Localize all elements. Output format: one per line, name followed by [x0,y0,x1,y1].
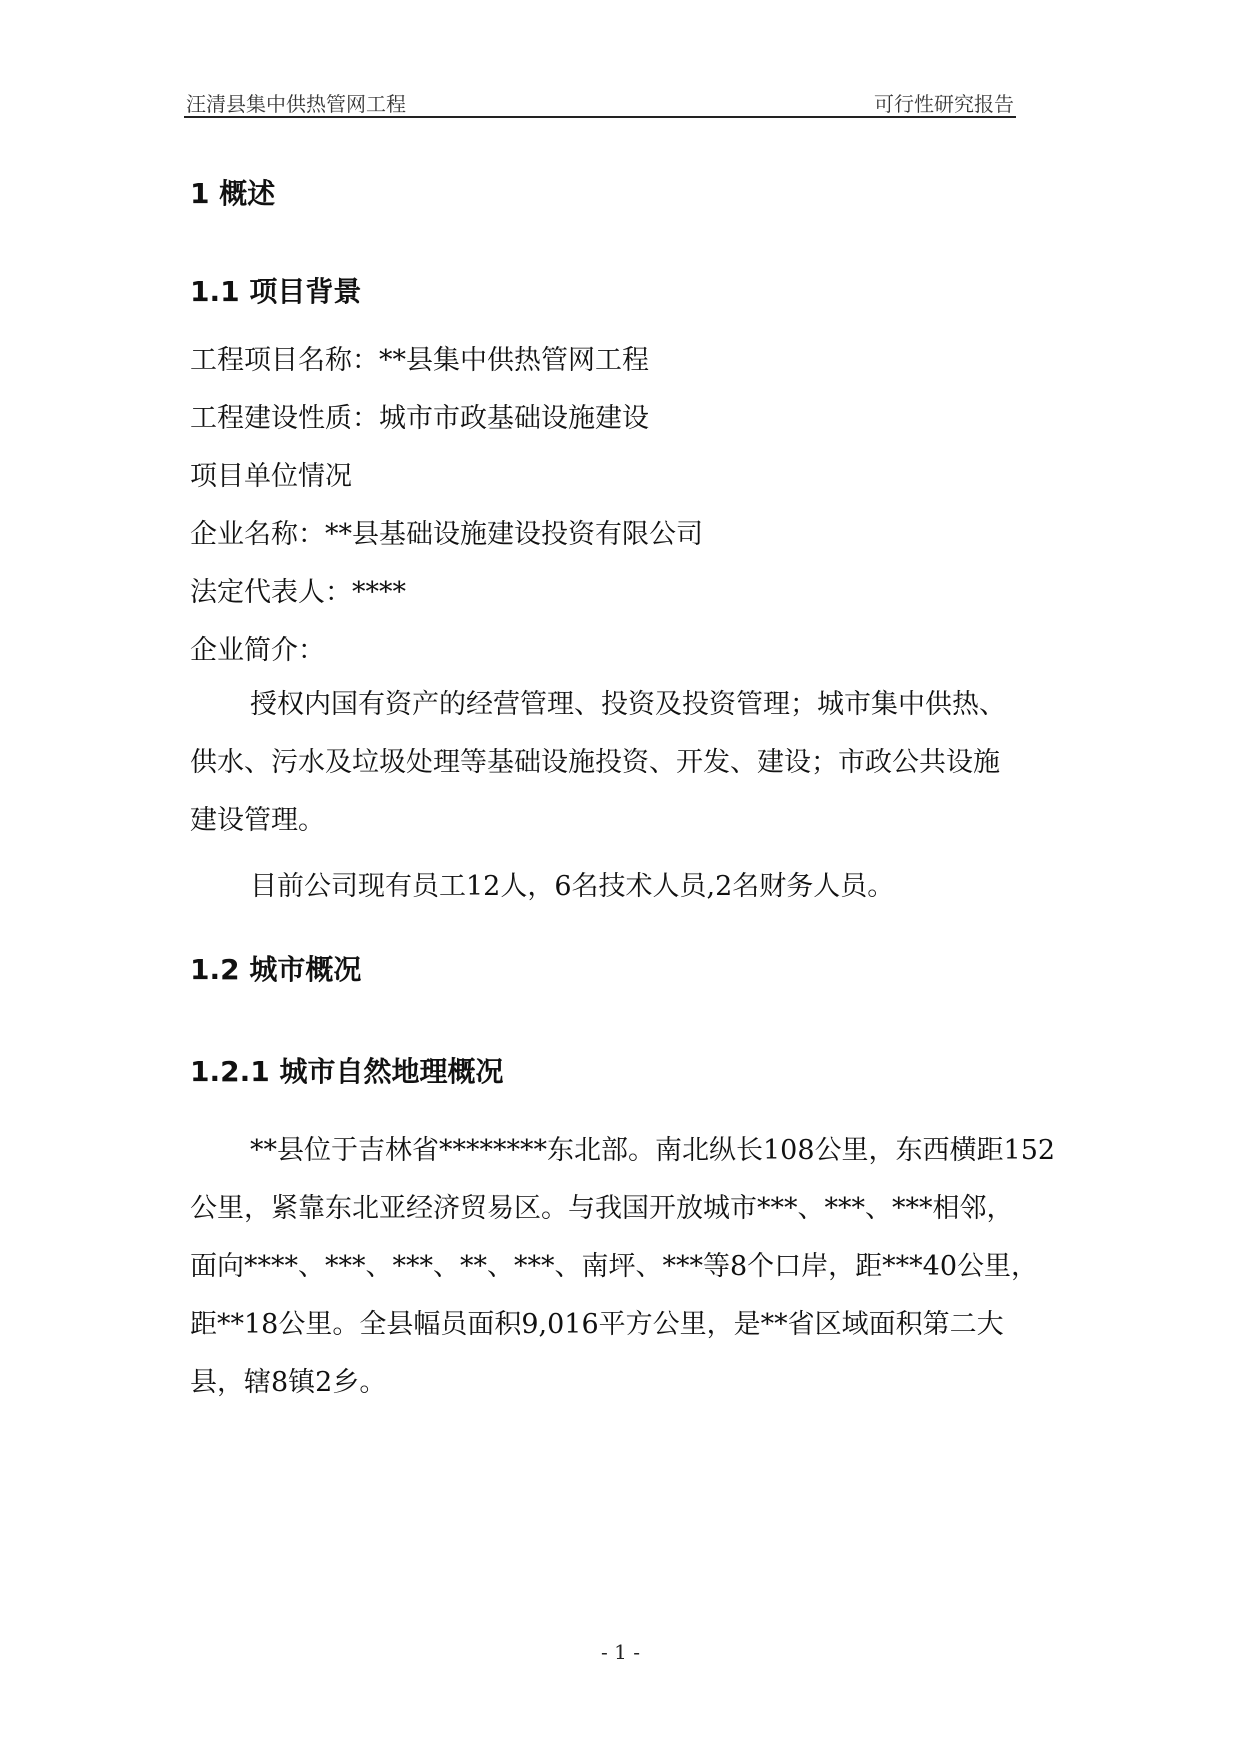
header-report-type: 可行性研究报告 [874,92,1014,116]
field-company-name: 企业名称：**县基础设施建设投资有限公司 [190,519,703,550]
geo-line: **县位于吉林省********东北部。南北纵长108公里，东西横距152 [250,1135,1056,1166]
field-unit-info: 项目单位情况 [190,461,352,492]
geo-line: 公里，紧靠东北亚经济贸易区。与我国开放城市***、***、***相邻， [190,1193,1014,1224]
intro-paragraph [190,676,1090,850]
intro-line: 供水、污水及垃圾处理等基础设施投资、开发、建设；市政公共设施 [190,747,1000,778]
field-project-name: 工程项目名称：**县集中供热管网工程 [190,345,649,376]
field-project-nature: 工程建设性质：城市市政基础设施建设 [190,403,649,434]
header-project-title: 汪清县集中供热管网工程 [186,92,406,116]
intro-line: 授权内国有资产的经营管理、投资及投资管理；城市集中供热、 [250,689,1006,720]
intro-line: 建设管理。 [190,805,325,836]
heading-1-1: 1.1 项目背景 [190,275,362,308]
heading-1-2-1: 1.2.1 城市自然地理概况 [190,1055,504,1088]
page-number: - 1 - [601,1640,640,1664]
heading-1-2: 1.2 城市概况 [190,953,362,986]
heading-1: 1 概述 [190,177,276,210]
staff-paragraph: 目前公司现有员工12人，6名技术人员,2名财务人员。 [250,871,895,902]
geo-line: 县，辖8镇2乡。 [190,1367,387,1398]
field-legal-representative: 法定代表人：**** [190,577,406,608]
geo-line: 距**18公里。全县幅员面积9,016平方公里，是**省区域面积第二大 [190,1309,1004,1340]
field-company-intro: 企业简介： [190,635,325,666]
geo-paragraph [190,1122,1090,1412]
geo-line: 面向****、***、***、**、***、南坪、***等8个口岸，距***40公里， [190,1251,1039,1282]
page-header [184,86,1016,118]
